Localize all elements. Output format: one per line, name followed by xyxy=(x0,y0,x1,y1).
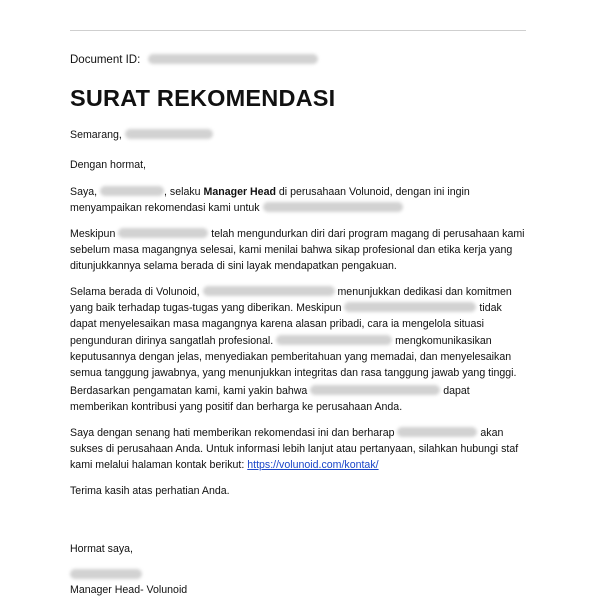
recommendation-text-2: akan sukses di perusahaan Anda. Untuk informasi lebih lanjut atau pertanyaan, silahkan hubungi staf kami melalui halaman kontak berikut: xyxy=(70,427,519,472)
conduct-text-1: Selama berada di Volunoid, xyxy=(70,286,200,298)
redacted-document-id xyxy=(148,54,318,64)
background-text-2: telah mengundurkan diri dari program magang di perusahaan kami sebelum masa magangnya selesai, kami menilai bahwa sikap profesional dan etika kerja yang ditunjukkannya selama berada di sini layak mendapatkan pengakuan. xyxy=(70,228,525,273)
signer-title: Manager Head- Volunoid xyxy=(70,584,188,596)
redacted-candidate-name xyxy=(118,228,208,238)
recommendation-text-1: Saya dengan senang hati memberikan rekomendasi ini dan berharap xyxy=(70,427,395,439)
conduct-text-3: tidak dapat menyelesaikan masa magangnya karena alasan pribadi, cara ia mengelola situasi pengunduran dirinya sangatlah profesional. xyxy=(70,302,502,347)
conduct-text-4: mengkomunikasikan keputusannya dengan jelas, menyediakan pemberitahuan yang memadai, dan menyelesaikan semua tanggung jawabnya, yang menunjukkan integritas dan rasa tanggung jawab yang tinggi. xyxy=(70,334,517,380)
assessment-text-2: dapat memberikan kontribusi yang positif dan berharga ke perusahaan Anda. xyxy=(70,385,470,414)
date-line xyxy=(70,127,530,143)
paragraph-intro xyxy=(70,184,530,216)
redacted-candidate-name xyxy=(203,286,335,296)
conduct-text-2: menunjukkan dedikasi dan komitmen yang baik terhadap tugas-tugas yang diberikan. Meskipun xyxy=(70,286,512,315)
top-divider xyxy=(70,30,526,31)
intro-text-2: , selaku xyxy=(164,186,201,198)
document-id-label: Document ID: xyxy=(70,54,141,66)
redacted-candidate-name xyxy=(310,385,440,395)
redacted-writer-name xyxy=(100,186,164,196)
contact-page-link[interactable]: https://volunoid.com/kontak/ xyxy=(247,459,379,472)
paragraph-assessment xyxy=(70,383,530,415)
paragraph-background xyxy=(70,226,530,275)
writer-role: Manager Head xyxy=(203,186,276,198)
intro-text-3: di perusahaan Volunoid, dengan ini ingin menyampaikan rekomendasi kami untuk xyxy=(70,186,470,215)
thanks-line: Terima kasih atas perhatian Anda. xyxy=(70,485,230,497)
closing: Hormat saya, xyxy=(70,543,133,555)
paragraph-conduct xyxy=(70,284,530,381)
intro-text-1: Saya, xyxy=(70,186,98,198)
redacted-candidate-name xyxy=(263,202,403,212)
redacted-date xyxy=(125,129,213,139)
redacted-candidate-name xyxy=(397,427,477,437)
letter-title: SURAT REKOMENDASI xyxy=(70,85,336,111)
redacted-candidate-name xyxy=(276,335,392,345)
background-text-1: Meskipun xyxy=(70,228,116,240)
paragraph-recommendation xyxy=(70,425,530,474)
city: Semarang, xyxy=(70,129,122,141)
greeting: Dengan hormat, xyxy=(70,159,146,171)
redacted-signer-name xyxy=(70,569,142,579)
document-id-row xyxy=(70,52,318,68)
redacted-candidate-name xyxy=(344,302,476,312)
assessment-text-1: Berdasarkan pengamatan kami, kami yakin bahwa xyxy=(70,385,308,397)
signature-name-line xyxy=(70,567,530,583)
